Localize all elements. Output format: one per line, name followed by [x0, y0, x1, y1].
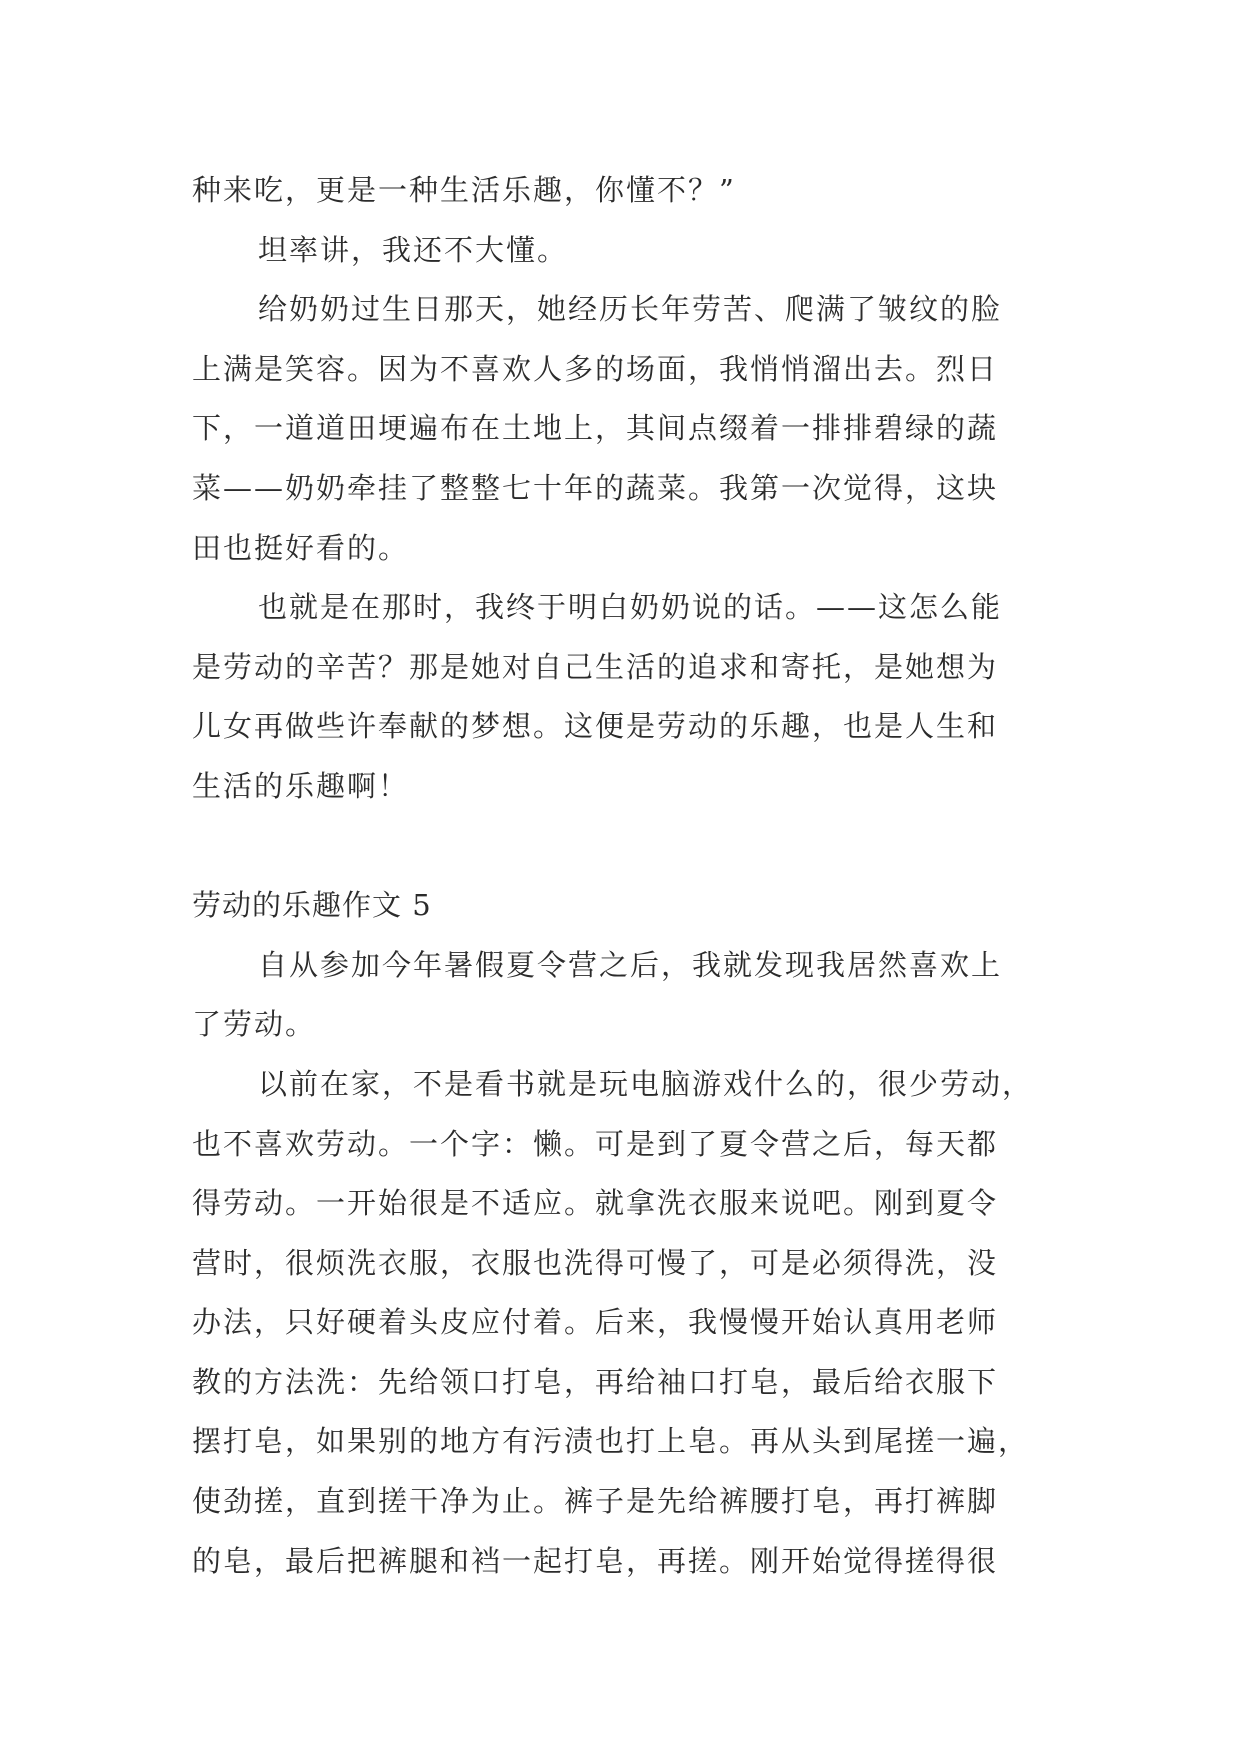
paragraph-line: 田也挺好看的。: [192, 530, 410, 565]
paragraph-line: 也不喜欢劳动。一个字：懒。可是到了夏令营之后，每天都: [192, 1126, 999, 1161]
paragraph-line: 的皂，最后把裤腿和裆一起打皂，再搓。刚开始觉得搓得很: [192, 1543, 999, 1578]
paragraph-line: 了劳动。: [192, 1007, 317, 1042]
paragraph-line: 也就是在那时，我终于明白奶奶说的话。——这怎么能: [258, 590, 1003, 625]
section-title: 劳动的乐趣作文 5: [192, 888, 432, 923]
paragraph-line: 办法，只好硬着头皮应付着。后来，我慢慢开始认真用老师: [192, 1305, 999, 1340]
paragraph-line: 种来吃，更是一种生活乐趣，你懂不？”: [192, 173, 736, 207]
paragraph-line: 上满是笑容。因为不喜欢人多的场面，我悄悄溜出去。烈日: [192, 351, 999, 386]
paragraph-line: 使劲搓，直到搓干净为止。裤子是先给裤腰打皂，再打裤脚: [192, 1484, 999, 1519]
paragraph-line: 营时，很烦洗衣服，衣服也洗得可慢了，可是必须得洗，没: [192, 1245, 999, 1280]
paragraph-line: 坦率讲，我还不大懂。: [258, 232, 569, 267]
paragraph-line: 摆打皂，如果别的地方有污渍也打上皂。再从头到尾搓一遍，: [192, 1424, 1030, 1459]
paragraph-line: 是劳动的辛苦？那是她对自己生活的追求和寄托，是她想为: [192, 649, 999, 684]
paragraph-line: 儿女再做些许奉献的梦想。这便是劳动的乐趣，也是人生和: [192, 709, 999, 744]
paragraph-line: 以前在家，不是看书就是玩电脑游戏什么的，很少劳动，: [258, 1066, 1034, 1101]
paragraph-line: 下，一道道田埂遍布在土地上，其间点缀着一排排碧绿的蔬: [192, 411, 999, 446]
paragraph-line: 生活的乐趣啊！: [192, 768, 410, 803]
document-page: [192, 161, 1052, 1591]
paragraph-line: 教的方法洗：先给领口打皂，再给袖口打皂，最后给衣服下: [192, 1364, 999, 1399]
paragraph-line: 得劳动。一开始很是不适应。就拿洗衣服来说吧。刚到夏令: [192, 1186, 999, 1221]
paragraph-line: 自从参加今年暑假夏令营之后，我就发现我居然喜欢上: [258, 947, 1003, 982]
section-gap: [192, 817, 1052, 877]
paragraph-line: 菜——奶奶牵挂了整整七十年的蔬菜。我第一次觉得，这块: [192, 470, 999, 505]
paragraph-line: 给奶奶过生日那天，她经历长年劳苦、爬满了皱纹的脸: [258, 292, 1003, 327]
